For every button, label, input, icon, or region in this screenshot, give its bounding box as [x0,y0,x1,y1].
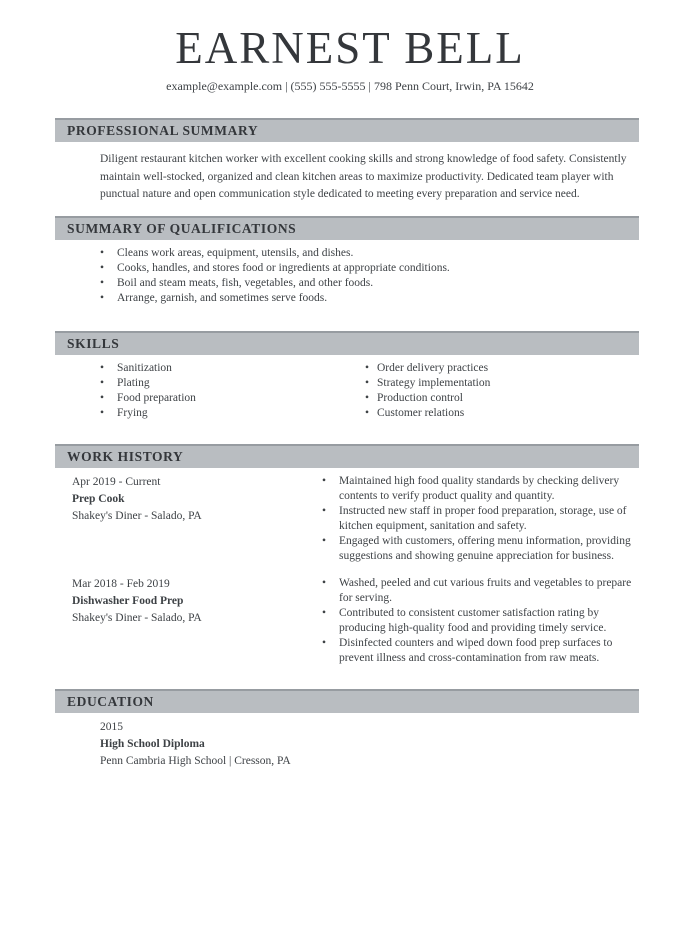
skill-text: Order delivery practices [377,361,489,374]
job-duty-text: Disinfected counters and wiped down food prep surfaces to prevent illness and cross-contamination from raw meats. [339,636,613,664]
contact-line: example@example.com | (555) 555-5555 | 798 Penn Court, Irwin, PA 15642 [166,79,534,93]
skill-text: Sanitization [117,361,172,374]
job-duty [322,504,634,534]
qualification-text: Cooks, handles, and stores food or ingredients at appropriate conditions. [117,261,450,274]
skill-text: Production control [377,391,463,404]
skill-text: Food preparation [117,391,196,404]
qualification-item [100,261,700,276]
skill-text: Plating [117,376,150,389]
qualification-item [100,246,700,261]
skill-item [365,376,635,391]
job-duty-text: Contributed to consistent customer satisfaction rating by producing high-quality food and providing timely service. [339,606,607,634]
skill-text: Frying [117,406,148,419]
bullet-icon: • [322,636,327,649]
skill-item [365,361,635,376]
qualification-item [100,291,700,306]
qualification-item [100,276,700,291]
job-duties [322,474,634,564]
job-duty [322,534,634,564]
professional-summary-text: Diligent restaurant kitchen worker with excellent cooking skills and strong knowledge of food safety. Consistently maintain well-stocked, organized and clean kitchen areas to maximize productivity. Dedicated team player with punctual nature and open communication style dedicated to meeting every preparation and service need. [100,153,627,200]
bullet-icon: • [322,504,327,517]
bullet-icon: • [100,391,105,404]
job-company: Shakey's Diner - Salado, PA [72,611,202,624]
bullet-icon: • [365,391,370,404]
job-title: Prep Cook [72,492,125,505]
skill-item [100,406,365,421]
bullet-icon: • [100,246,105,259]
skill-item [100,391,365,406]
bullet-icon: • [322,576,327,589]
bullet-icon: • [100,261,105,274]
job-duty-text: Washed, peeled and cut various fruits and vegetables to prepare for serving. [339,576,632,604]
skill-item [365,391,635,406]
section-header-professional-summary: PROFESSIONAL SUMMARY [55,118,639,142]
skill-text: Customer relations [377,406,465,419]
job-meta [72,474,322,564]
bullet-icon: • [100,376,105,389]
skills-column-right [365,361,635,421]
bullet-icon: • [100,406,105,419]
job-duty-text: Instructed new staff in proper food preparation, storage, use of kitchen equipment, sanitation and safety. [339,504,627,532]
bullet-icon: • [100,291,105,304]
resume-document [0,24,700,930]
job-duty-text: Maintained high food quality standards by checking delivery contents to verify product quality and quantity. [339,474,620,502]
education-year: 2015 [100,720,123,733]
job-entry [0,474,700,564]
bullet-icon: • [100,276,105,289]
job-meta [72,576,322,666]
candidate-name: EARNEST BELL [175,23,525,73]
qualification-text: Boil and steam meats, fish, vegetables, and other foods. [117,276,374,289]
job-duty-text: Engaged with customers, offering menu information, providing suggestions and showing genuine appreciation for business. [339,534,631,562]
education-entry [100,719,700,770]
job-duty [322,636,634,666]
bullet-icon: • [322,606,327,619]
job-duty [322,474,634,504]
job-duty [322,576,634,606]
section-header-qualifications: SUMMARY OF QUALIFICATIONS [55,216,639,240]
education-degree: High School Diploma [100,737,205,750]
education-school: Penn Cambria High School | Cresson, PA [100,754,291,767]
skill-item [365,406,635,421]
section-header-education: EDUCATION [55,689,639,713]
bullet-icon: • [100,361,105,374]
section-header-skills: SKILLS [55,331,639,355]
section-header-work-history: WORK HISTORY [55,444,639,468]
job-entry [0,576,700,666]
bullet-icon: • [365,406,370,419]
skill-text: Strategy implementation [377,376,491,389]
job-dates: Mar 2018 - Feb 2019 [72,577,170,590]
bullet-icon: • [365,376,370,389]
skills-column-left [100,361,365,421]
job-title: Dishwasher Food Prep [72,594,184,607]
skill-item [100,361,365,376]
skill-item [100,376,365,391]
job-company: Shakey's Diner - Salado, PA [72,509,202,522]
qualification-text: Arrange, garnish, and sometimes serve foods. [117,291,328,304]
bullet-icon: • [322,474,327,487]
job-duties [322,576,634,666]
job-dates: Apr 2019 - Current [72,475,161,488]
skills-columns [0,361,700,421]
qualification-text: Cleans work areas, equipment, utensils, and dishes. [117,246,354,259]
job-duty [322,606,634,636]
bullet-icon: • [322,534,327,547]
qualifications-list [100,246,700,306]
bullet-icon: • [365,361,370,374]
